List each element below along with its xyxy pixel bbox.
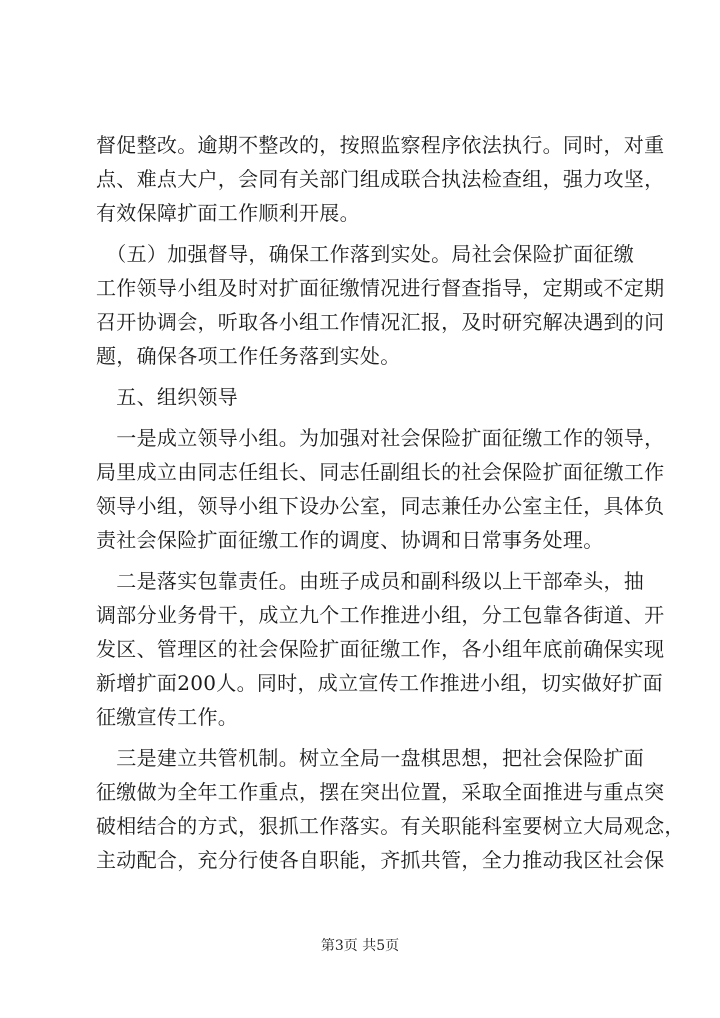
text-line: 征缴做为全年工作重点，摆在突出位置，采取全面推进与重点突 [96,780,665,804]
text-line: 点、难点大户，会同有关部门组成联合执法检查组，强力攻坚， [96,167,665,191]
text-line: 一是成立领导小组。为加强对社会保险扩面征缴工作的领导， [96,426,665,450]
text-line: 调部分业务骨干，成立九个工作推进小组，分工包靠各街道、开 [96,603,665,627]
text-line: 征缴宣传工作。 [96,705,239,729]
text-line: 责社会保险扩面征缴工作的调度、协调和日常事务处理。 [96,528,604,552]
text-line: 题，确保各项工作任务落到实处。 [96,344,401,368]
text-line: 工作领导小组及时对扩面征缴情况进行督查指导，定期或不定期 [96,276,665,300]
text-line: 主动配合，充分行使各自职能，齐抓共管，全力推动我区社会保 [96,848,665,872]
text-line: 二是落实包靠责任。由班子成员和副科级以上干部牵头，抽 [96,569,645,593]
paragraph-rectification [96,128,665,230]
text-line: 新增扩面200人。同时，成立宣传工作推进小组，切实做好扩面 [96,671,663,695]
text-line: 发区、管理区的社会保险扩面征缴工作，各小组年底前确保实现 [96,637,665,661]
text-line: 领导小组，领导小组下设办公室，同志兼任办公室主任，具体负 [96,494,665,518]
text-line: 局里成立由同志任组长、同志任副组长的社会保险扩面征缴工作 [96,460,665,484]
section-heading-organization [96,380,636,414]
text-line: 有效保障扩面工作顺利开展。 [96,201,360,225]
document-body [96,128,685,877]
text-line: 三是建立共管机制。树立全局一盘棋思想，把社会保险扩面 [96,746,645,770]
paragraph-leadership-group [96,421,665,557]
paragraph-co-management [96,741,685,877]
text-line: 督促整改。逾期不整改的，按照监察程序依法执行。同时，对重 [96,133,665,157]
page-number-footer: 第3页 共5页 [320,938,400,954]
text-line: 五、组织领导 [96,385,239,409]
paragraph-responsibility [96,564,665,734]
text-line: （五）加强督导，确保工作落到实处。局社会保险扩面征缴 [96,242,635,266]
paragraph-supervision [96,237,665,373]
text-line: 召开协调会，听取各小组工作情况汇报，及时研究解决遇到的问 [96,310,665,334]
text-line: 破相结合的方式，狠抓工作落实。有关职能科室要树立大局观念， [96,814,685,838]
